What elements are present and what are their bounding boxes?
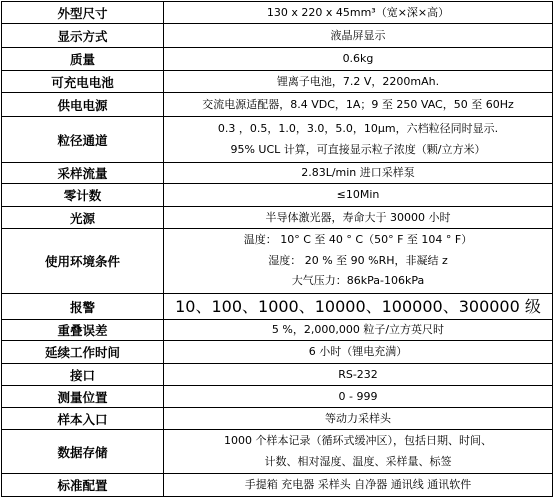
spec-row: [2, 207, 553, 229]
spec-label: 供电电源: [2, 93, 164, 117]
spec-value-line: 锂离子电池，7.2 V，2200mAh.: [276, 74, 440, 88]
spec-label: 光源: [2, 207, 164, 229]
spec-value-line: 95% UCL 计算，可直接显示粒子浓度（颗/立方米）: [230, 142, 486, 156]
spec-label: 外型尺寸: [2, 2, 164, 24]
spec-value-line: 交流电源适配器，8.4 VDC，1A；9 至 250 VAC，50 至 60Hz: [202, 97, 514, 111]
spec-value-line: 湿度： 20 % 至 90 %RH，非凝结 z: [268, 253, 448, 267]
spec-label: 质量: [2, 48, 164, 71]
spec-value: [164, 184, 553, 207]
spec-value: [164, 2, 553, 24]
spec-value-line: 手提箱 充电器 采样头 自净器 通讯线 通讯软件: [244, 478, 472, 492]
spec-row: [2, 474, 553, 497]
spec-value: [164, 408, 553, 430]
spec-label: 显示方式: [2, 24, 164, 48]
spec-row: [2, 48, 553, 71]
spec-value: [164, 229, 553, 294]
spec-row: [2, 320, 553, 341]
spec-value: [164, 474, 553, 497]
spec-label: 延续工作时间: [2, 341, 164, 364]
spec-value-line: 5 %，2,000,000 粒子/立方英尺时: [271, 323, 445, 337]
spec-value: [164, 117, 553, 163]
spec-value-line: 0.3 ，0.5，1.0，3.0，5.0，10μm，六档粒径同时显示.: [217, 121, 499, 135]
spec-label: 零计数: [2, 184, 164, 207]
spec-value-line: 温度： 10° C 至 40 ° C（50° F 至 104 ° F）: [243, 232, 473, 246]
spec-label: 采样流量: [2, 163, 164, 184]
spec-value-line: 半导体激光器，寿命大于 30000 小时: [265, 210, 451, 224]
spec-value-line: ≤10Min: [336, 188, 380, 202]
spec-value: [164, 24, 553, 48]
spec-value-line: RS-232: [338, 367, 378, 381]
spec-label: 标准配置: [2, 474, 164, 497]
spec-row: [2, 117, 553, 163]
spec-value-line: 计数、相对湿度、温度、采样量、标签: [264, 454, 452, 468]
spec-label: 接口: [2, 364, 164, 386]
spec-row: [2, 294, 553, 320]
spec-label: 报警: [2, 294, 164, 320]
spec-value-line: 6 小时（锂电充满）: [308, 345, 408, 359]
spec-label: 测量位置: [2, 386, 164, 408]
spec-value: [164, 364, 553, 386]
spec-value-line: 0 - 999: [338, 389, 378, 403]
spec-label: 数据存储: [2, 430, 164, 474]
spec-value: [164, 48, 553, 71]
spec-value: [164, 163, 553, 184]
spec-row: [2, 93, 553, 117]
spec-row: [2, 71, 553, 93]
spec-row: [2, 364, 553, 386]
spec-value-line: 10、100、1000、10000、100000、300000 级: [175, 296, 541, 316]
spec-label: 使用环境条件: [2, 229, 164, 294]
spec-value: [164, 207, 553, 229]
spec-row: [2, 163, 553, 184]
spec-row: [2, 229, 553, 294]
spec-value-line: 0.6kg: [342, 52, 374, 66]
spec-value-line: 130 x 220 x 45mm³（宽×深×高）: [266, 5, 450, 19]
spec-value: [164, 93, 553, 117]
spec-row: [2, 386, 553, 408]
spec-value-line: 1000 个样本记录（循环式缓冲区），包括日期、时间、: [224, 433, 492, 447]
spec-row: [2, 408, 553, 430]
spec-label: 样本入口: [2, 408, 164, 430]
spec-value: [164, 294, 553, 320]
spec-row: [2, 24, 553, 48]
spec-row: [2, 2, 553, 24]
spec-label: 粒径通道: [2, 117, 164, 163]
spec-label: 可充电电池: [2, 71, 164, 93]
spec-row: [2, 430, 553, 474]
spec-label: 重叠误差: [2, 320, 164, 341]
spec-value-line: 液晶屏显示: [330, 28, 386, 42]
spec-value: [164, 341, 553, 364]
spec-value: [164, 386, 553, 408]
spec-value: [164, 320, 553, 341]
spec-value-line: 等动力采样头: [325, 411, 391, 425]
spec-row: [2, 184, 553, 207]
spec-table: [1, 1, 553, 497]
spec-value-line: 2.83L/min 进口采样泵: [301, 166, 415, 180]
spec-row: [2, 341, 553, 364]
spec-value: [164, 71, 553, 93]
spec-value-line: 大气压力：86kPa-106kPa: [291, 274, 425, 288]
spec-value: [164, 430, 553, 474]
